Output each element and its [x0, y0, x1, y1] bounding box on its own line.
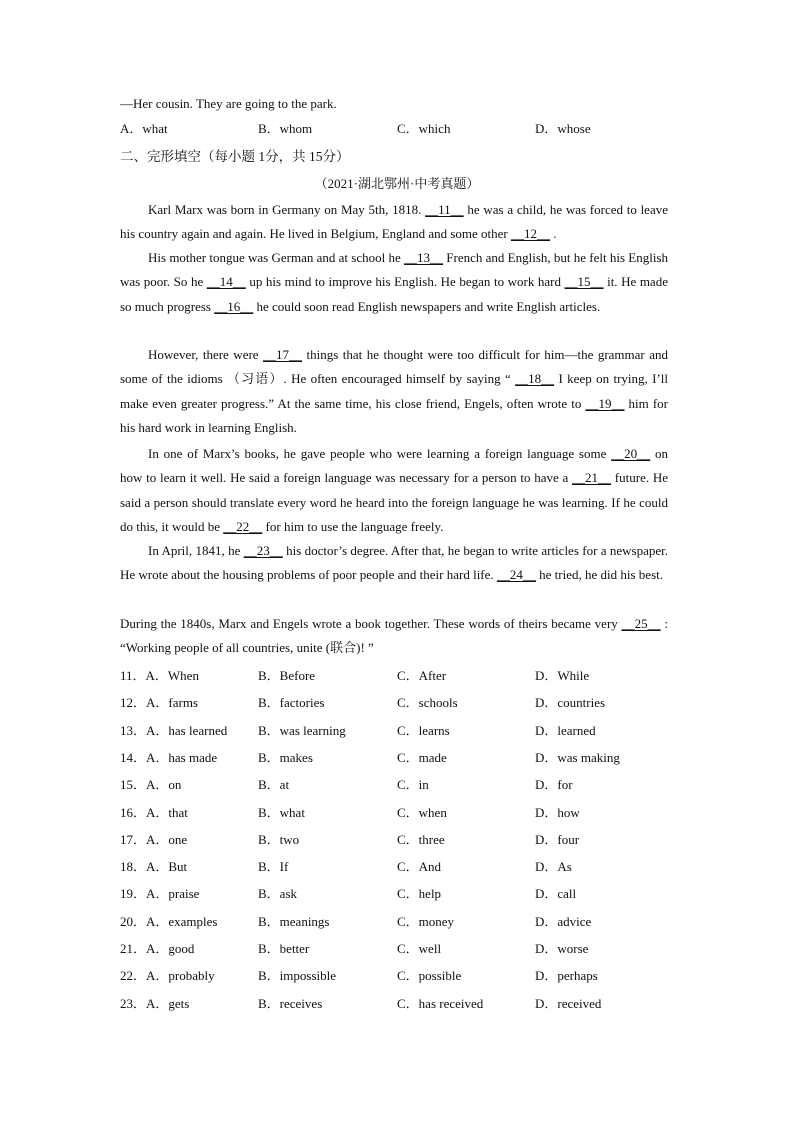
option-a: 12．A．farms: [120, 695, 198, 710]
blank-20: __20__: [611, 446, 651, 461]
option-a: 20．A．examples: [120, 914, 218, 929]
blank-25: __25__: [621, 616, 661, 631]
option-d: D．As: [535, 859, 572, 874]
option-d: D．countries: [535, 695, 606, 710]
option-c: C．schools: [397, 695, 458, 710]
option-c: C．three: [397, 832, 445, 847]
option-b: B．impossible: [258, 968, 337, 983]
option-a: 19．A．praise: [120, 886, 200, 901]
option-b: B．receives: [258, 996, 323, 1011]
option-d: D．was making: [535, 750, 620, 765]
option-a: 23．A．gets: [120, 996, 190, 1011]
option-d: D．perhaps: [535, 968, 598, 983]
option-d: D．worse: [535, 941, 589, 956]
option-d: D．four: [535, 832, 580, 847]
question-source: （2021·湖北鄂州·中考真题）: [314, 176, 480, 191]
passage-paragraph-6: During the 1840s, Marx and Engels wrote a book together. These words of theirs became very __25__ : “Working people of all countries, unite (联合)! ”: [120, 616, 668, 656]
passage-paragraph-3: However, there were __17__ things that he thought were too difficult for him—the grammar and some of the idioms （习语）. He often encouraged himself by saying “ __18__ I keep on trying, I’ll make even greater progress.” At the same time, his close friend, Engels, often wrote to __19__ him for his hard work in learning English.: [120, 347, 669, 435]
option-b: B．two: [258, 832, 300, 847]
blank-12: __12__: [511, 226, 550, 242]
option-c: C．possible: [397, 968, 462, 983]
blank-13: __13__: [404, 250, 444, 265]
option-c: C．well: [397, 941, 442, 956]
option-a: 13．A．has learned: [120, 723, 228, 738]
option-c: C．has received: [397, 996, 484, 1011]
option-d: D．how: [535, 805, 580, 820]
option-c: C．money: [397, 914, 455, 929]
passage-paragraph-5: In April, 1841, he __23__ his doctor’s degree. After that, he began to write articles for a newspaper. He wrote about the housing problems of poor people and their hard life. __24__ he tried, he did his best.: [120, 543, 669, 583]
option-b: B．what: [258, 805, 305, 820]
option-c: C．in: [397, 777, 429, 792]
option-a: 22．A．probably: [120, 968, 215, 983]
blank-17: __17__: [263, 347, 303, 362]
option-d: D．call: [535, 886, 577, 901]
option-b: B．better: [258, 941, 310, 956]
blank-21: __21__: [572, 470, 612, 486]
option-c: C．when: [397, 805, 447, 820]
option-a: 11．A．When: [120, 668, 199, 683]
option-c: C．learns: [397, 723, 450, 738]
blank-18: __18__: [515, 371, 555, 387]
option-a: 21．A．good: [120, 941, 195, 956]
blank-11: __11__: [425, 202, 464, 217]
blank-24: __24__: [496, 567, 536, 583]
blank-15: __15__: [564, 274, 604, 290]
option-c: C．And: [397, 859, 442, 874]
passage-paragraph-2: His mother tongue was German and at school he __13__ French and English, but he felt his English was poor. So he __14__ up his mind to improve his English. He began to work hard __15__ it. He made so much progress __16__ he could soon read English newspapers and write English articles.: [120, 250, 668, 314]
option-b: B．factories: [258, 695, 325, 710]
option-b: B．makes: [258, 750, 313, 765]
option-a: A．what: [120, 121, 168, 136]
option-b: B．at: [258, 777, 290, 792]
option-d: D．learned: [535, 723, 596, 738]
option-a: 16．A．that: [120, 805, 188, 820]
option-c: C．made: [397, 750, 447, 765]
blank-14: __14__: [206, 274, 246, 290]
option-d: D．advice: [535, 914, 592, 929]
option-b: B．was learning: [258, 723, 346, 738]
option-c: C．After: [397, 668, 447, 683]
option-b: B．Before: [258, 668, 316, 683]
blank-22: __22__: [223, 518, 263, 534]
option-a: 15．A．on: [120, 777, 182, 792]
blank-19: __19__: [585, 395, 625, 411]
option-c: C．which: [397, 121, 451, 136]
option-b: B．meanings: [258, 914, 330, 929]
option-a: 14．A．has made: [120, 750, 218, 765]
section-title: 二、完形填空（每小题 1分，共 15分）: [120, 149, 350, 164]
option-b: B．ask: [258, 886, 298, 901]
option-b: B．whom: [258, 121, 313, 136]
blank-16: __16__: [214, 298, 254, 314]
blank-23: __23__: [243, 543, 283, 558]
passage-paragraph-4: In one of Marx’s books, he gave people who were learning a foreign language some __20__ on how to learn it well. He said a foreign language was necessary for a person to have a __21__ future. He said a person should translate every word he heard into the foreign language he was learning. If he could do this, it would be __22__ for him to use the language freely.: [120, 446, 669, 534]
option-c: C．help: [397, 886, 442, 901]
option-b: B．If: [258, 859, 289, 874]
option-d: D．While: [535, 668, 590, 683]
option-a: 17．A．one: [120, 832, 188, 847]
option-d: D．for: [535, 777, 573, 792]
passage-paragraph-1: Karl Marx was born in Germany on May 5th, 1818. __11__ he was a child, he was forced to leave his country again and again. He lived in Belgium, England and some other __12__ .: [120, 202, 668, 242]
previous-answer-line: —Her cousin. They are going to the park.: [120, 96, 337, 111]
option-d: D．received: [535, 996, 602, 1011]
option-d: D．whose: [535, 121, 591, 136]
option-a: 18．A．But: [120, 859, 188, 874]
